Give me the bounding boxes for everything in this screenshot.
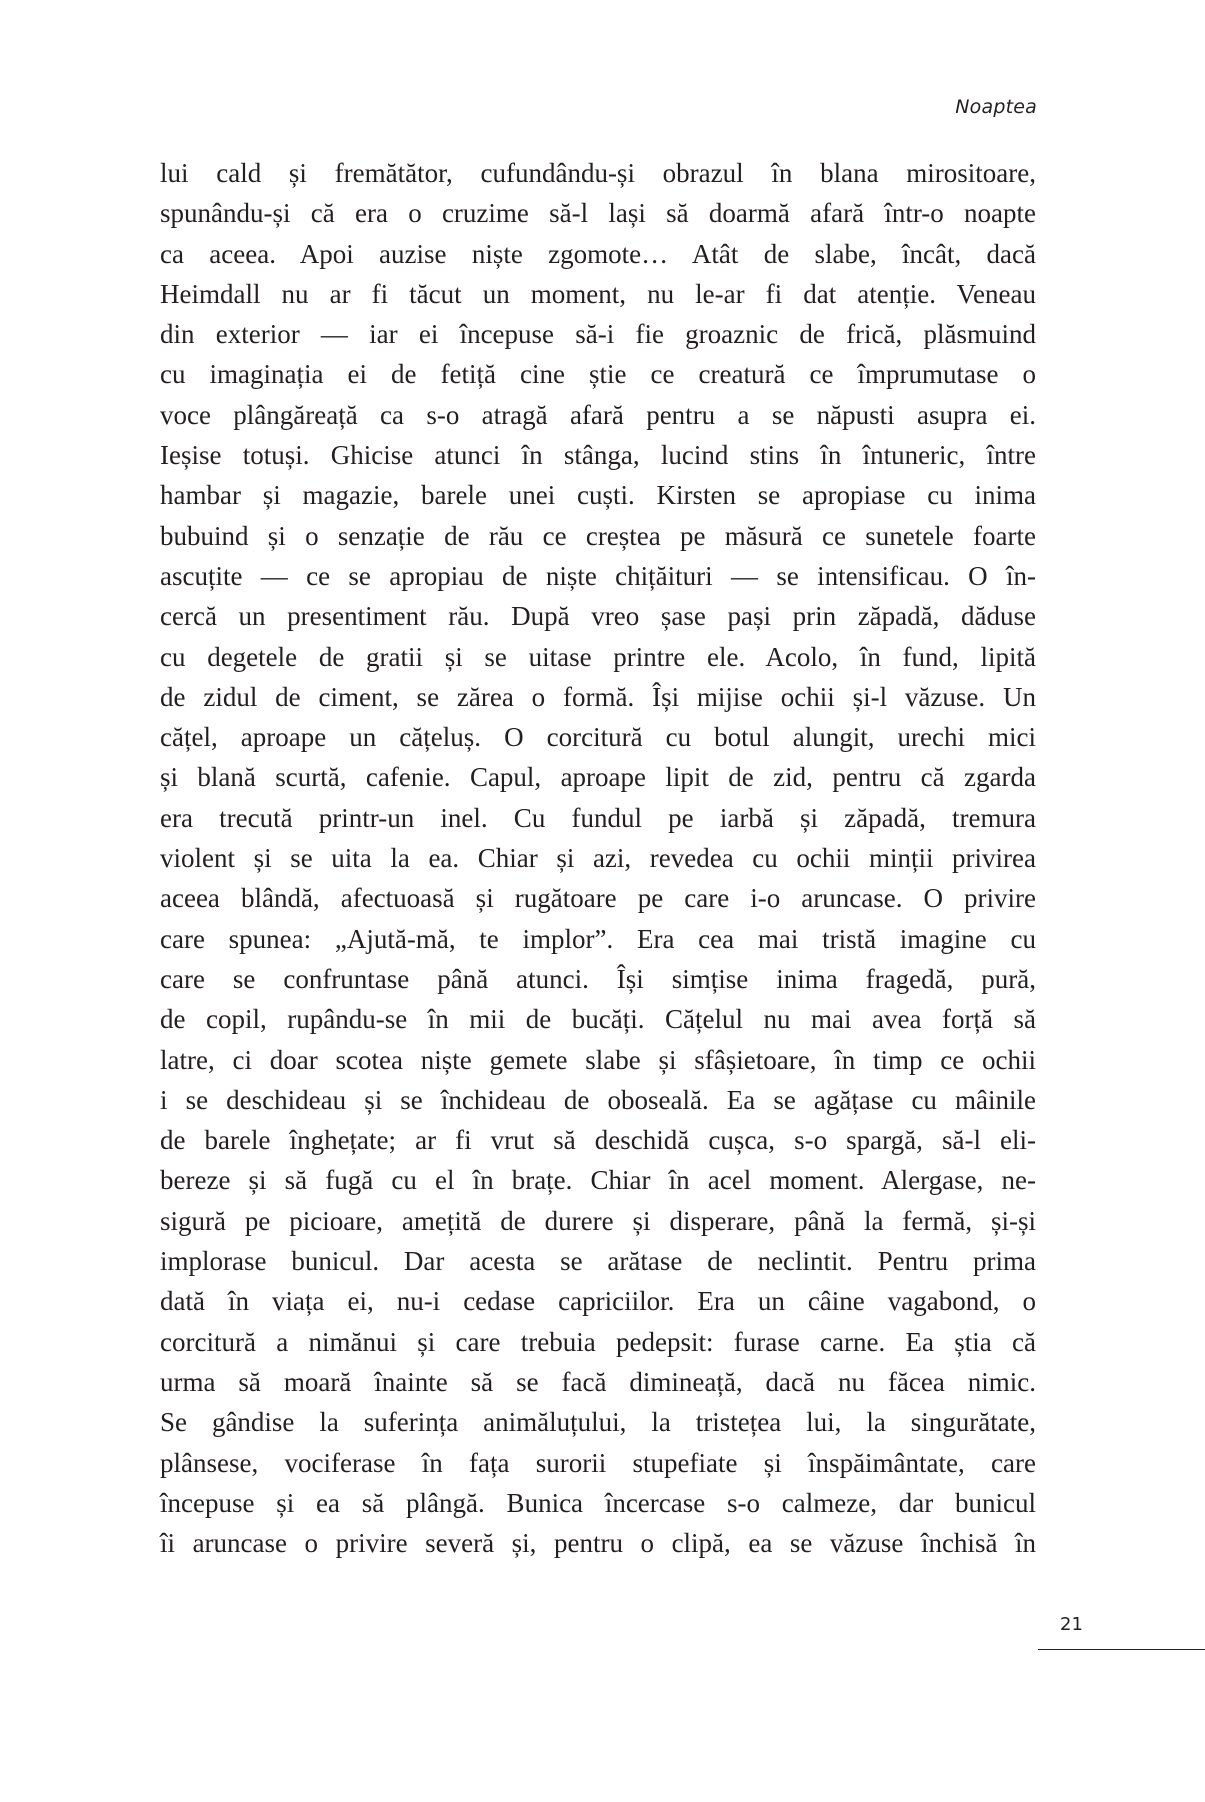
text-line: Heimdall nu ar fi tăcut un moment, nu le-ar fi dat atenție. Veneau — [160, 278, 1036, 309]
text-line: dată în viața ei, nu-i cedase capriciilor. Era un câine vagabond, o — [160, 1286, 1036, 1317]
text-line: plânsese, vociferase în fața surorii stupefiate și înspăimântate, care — [160, 1447, 1036, 1478]
text-line: de barele înghețate; ar fi vrut să deschidă cușca, s-o spargă, să-l eli- — [160, 1125, 1036, 1156]
text-line: spunându-și că era o cruzime să-l lași să doarmă afară într-o noapte — [160, 198, 1036, 229]
text-line: lui cald și fremătător, cufundându-și obrazul în blana mirositoare, — [160, 158, 1036, 188]
text-line: corcitură a nimănui și care trebuia pedepsit: furase carne. Ea știa că — [160, 1326, 1036, 1357]
text-line: Se gândise la suferința animăluțului, la tristețea lui, la singurătate, — [160, 1407, 1036, 1438]
text-line: aceea blândă, afectuoasă și rugătoare pe care i-o aruncase. O privire — [160, 883, 1036, 914]
text-line: de zidul de ciment, se zărea o formă. Își mijise ochii și-l văzuse. Un — [160, 681, 1036, 712]
text-line: era trecută printr-un inel. Cu fundul pe iarbă și zăpadă, tremura — [160, 802, 1036, 833]
text-line: cercă un presentiment rău. După vreo șase pași prin zăpadă, dăduse — [160, 601, 1036, 632]
text-line: latre, ci doar scotea niște gemete slabe și sfâșietoare, în timp ce ochii — [160, 1044, 1036, 1075]
text-line: îi aruncase o privire severă și, pentru o clipă, ea se văzuse închisă în — [160, 1528, 1036, 1559]
text-line: cu degetele de gratii și se uitase printre ele. Acolo, în fund, lipită — [160, 641, 1036, 672]
page-number: 21 — [1060, 1614, 1083, 1635]
body-paragraph — [160, 153, 1036, 1563]
text-line: de copil, rupându-se în mii de bucăți. Cățelul nu mai avea forță să — [160, 1004, 1036, 1035]
footer-rule — [1038, 1649, 1205, 1650]
text-line: și blană scurtă, cafenie. Capul, aproape lipit de zid, pentru că zgarda — [160, 762, 1036, 793]
text-line: sigură pe picioare, amețită de durere și disperare, până la fermă, și-și — [160, 1205, 1036, 1236]
text-line: din exterior — iar ei începuse să-i fie groaznic de frică, plăsmuind — [160, 319, 1036, 350]
text-line: care spunea: „Ajută-mă, te implor”. Era cea mai tristă imagine cu — [160, 923, 1036, 954]
text-line: implorase bunicul. Dar acesta se arătase de neclintit. Pentru prima — [160, 1246, 1036, 1277]
page-folio — [1038, 1614, 1205, 1640]
text-line: violent și se uita la ea. Chiar și azi, revedea cu ochii minții privirea — [160, 843, 1036, 874]
text-line: ca aceea. Apoi auzise niște zgomote… Atât de slabe, încât, dacă — [160, 238, 1036, 269]
text-line: i se deschideau și se închideau de oboseală. Ea se agățase cu mâinile — [160, 1084, 1036, 1115]
text-line: bubuind și o senzație de rău ce creștea pe măsură ce sunetele foarte — [160, 520, 1036, 551]
running-head-title: Noaptea — [955, 96, 1037, 118]
text-line: voce plângăreață ca s-o atragă afară pentru a se năpusti asupra ei. — [160, 399, 1036, 430]
text-line: cu imaginația ei de fetiță cine știe ce creatură ce împrumutase o — [160, 359, 1036, 390]
text-line: începuse și ea să plângă. Bunica încercase s-o calmeze, dar bunicul — [160, 1487, 1036, 1518]
text-line: ascuțite — ce se apropiau de niște chițăituri — se intensificau. O în- — [160, 560, 1036, 591]
text-line: urma să moară înainte să se facă dimineață, dacă nu făcea nimic. — [160, 1366, 1036, 1397]
text-line: Ieșise totuși. Ghicise atunci în stânga, lucind stins în întuneric, între — [160, 440, 1036, 471]
text-line: hambar și magazie, barele unei cuști. Kirsten se apropiase cu inima — [160, 480, 1036, 511]
text-line: cățel, aproape un cățeluș. O corcitură cu botul alungit, urechi mici — [160, 722, 1036, 753]
text-line: care se confruntase până atunci. Își simțise inima fragedă, pură, — [160, 963, 1036, 994]
text-line: bereze și să fugă cu el în brațe. Chiar în acel moment. Alergase, ne- — [160, 1165, 1036, 1196]
